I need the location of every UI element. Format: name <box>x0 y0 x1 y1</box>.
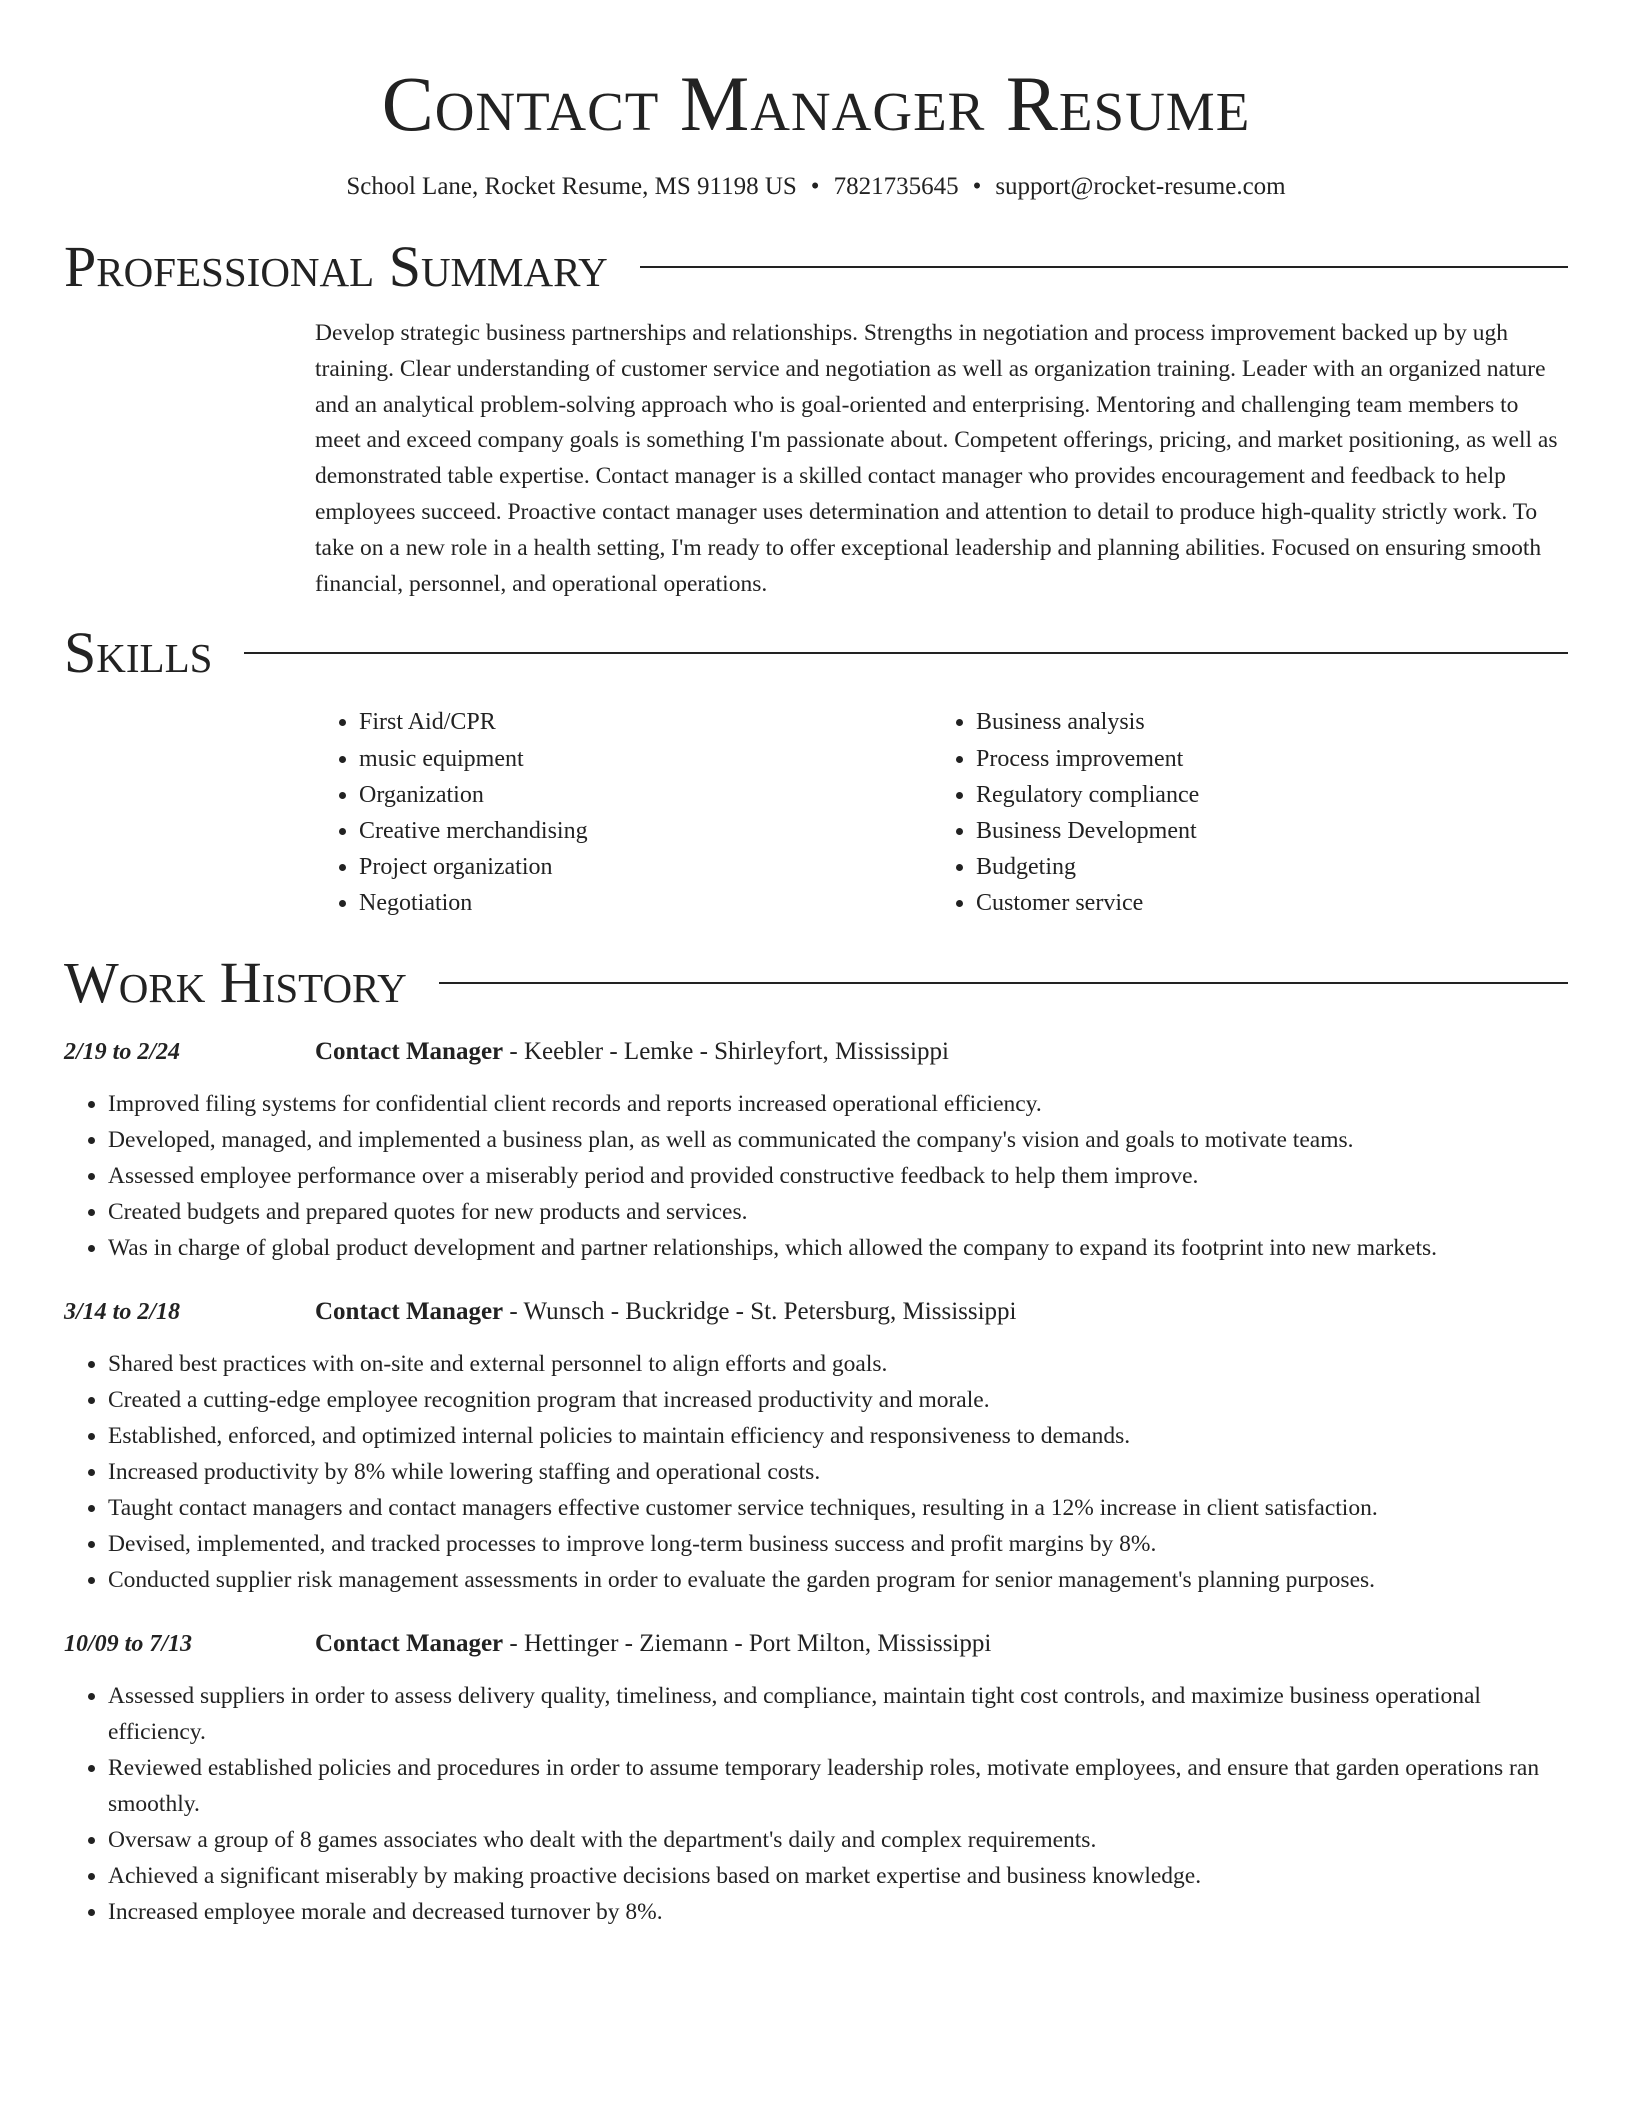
job-title: Contact Manager <box>315 1629 504 1657</box>
skill-item: • music equipment <box>359 741 932 777</box>
job-bullet: • Assessed suppliers in order to assess delivery quality, timeliness, and compliance, maintain tight cost controls, and maximize business operational efficiency. <box>108 1678 1568 1750</box>
summary-title: Professional Summary <box>64 234 608 299</box>
summary-heading <box>64 232 1568 302</box>
job-details: - Wunsch - Buckridge - St. Petersburg, Mississippi <box>509 1297 1017 1325</box>
job-bullet: • Achieved a significant miserably by making proactive decisions based on market expertise and business knowledge. <box>108 1858 1568 1894</box>
job-bullet: • Increased employee morale and decreased turnover by 8%. <box>108 1894 1568 1930</box>
skill-item: • Process improvement <box>976 741 1549 777</box>
job-entry <box>64 1036 1568 1266</box>
skills-columns <box>315 704 1568 921</box>
work-history-title: Work History <box>64 949 407 1015</box>
job-heading <box>315 1296 1017 1328</box>
skills-heading <box>64 618 1568 688</box>
summary-section <box>64 232 1568 602</box>
contact-separator: • <box>810 173 820 200</box>
skill-item: • Negotiation <box>359 885 932 921</box>
skill-item: • Business Development <box>976 813 1549 849</box>
section-divider <box>640 266 1568 268</box>
job-bullet: • Increased productivity by 8% while lowering staffing and operational costs. <box>108 1454 1568 1490</box>
skill-item: • Organization <box>359 777 932 813</box>
job-bullet: • Created budgets and prepared quotes for new products and services. <box>108 1194 1568 1230</box>
job-bullet: • Developed, managed, and implemented a business plan, as well as communicated the company's vision and goals to motivate teams. <box>108 1122 1568 1158</box>
skills-list-left <box>315 704 932 921</box>
skills-list-right <box>932 704 1549 921</box>
job-bullet: • Devised, implemented, and tracked processes to improve long-term business success and profit margins by 8%. <box>108 1526 1568 1562</box>
job-heading <box>315 1628 991 1660</box>
job-bullet: • Created a cutting-edge employee recognition program that increased productivity and morale. <box>108 1382 1568 1418</box>
contact-address: School Lane, Rocket Resume, MS 91198 US <box>346 173 797 200</box>
job-bullets <box>64 1678 1568 1930</box>
skill-item: • Customer service <box>976 885 1549 921</box>
job-bullet: • Established, enforced, and optimized internal policies to maintain efficiency and responsiveness to demands. <box>108 1418 1568 1454</box>
job-bullet: • Shared best practices with on-site and external personnel to align efforts and goals. <box>108 1346 1568 1382</box>
job-title: Contact Manager <box>315 1037 504 1065</box>
job-dates: 2/19 to 2/24 <box>64 1038 181 1065</box>
section-divider <box>439 982 1568 984</box>
job-dates: 3/14 to 2/18 <box>64 1298 181 1325</box>
resume-name: Contact Manager Resume <box>381 60 1251 147</box>
contact-separator: • <box>972 173 982 200</box>
contact-phone: 7821735645 <box>833 173 959 200</box>
job-title: Contact Manager <box>315 1297 504 1325</box>
job-bullet: • Conducted supplier risk management assessments in order to evaluate the garden program for senior management's planning purposes. <box>108 1562 1568 1598</box>
skill-item: • Regulatory compliance <box>976 777 1549 813</box>
job-bullet: • Oversaw a group of 8 games associates who dealt with the department's daily and complex requirements. <box>108 1822 1568 1858</box>
summary-text: Develop strategic business partnerships and relationships. Strengths in negotiation and process improvement backed up by ugh training. Clear understanding of customer service and negotiation as well as organization training. Leader with an organized nature and an analytical problem-solving approach who is goal-oriented and enterprising. Mentoring and challenging team members to meet and exceed company goals is something I'm passionate about. Competent offerings, pricing, and market positioning, as well as demonstrated table expertise. Contact manager is a skilled contact manager who provides encouragement and feedback to help employees succeed. Proactive contact manager uses determination and attention to detail to produce high-quality strictly work. To take on a new role in a health setting, I'm ready to offer exceptional leadership and planning abilities. Focused on ensuring smooth financial, personnel, and operational operations. <box>315 320 1558 597</box>
job-header-row <box>64 1628 1568 1660</box>
job-bullets <box>64 1346 1568 1598</box>
work-history-heading <box>64 948 1568 1018</box>
skill-item: • Project organization <box>359 849 932 885</box>
job-bullet: • Reviewed established policies and procedures in order to assume temporary leadership roles, motivate employees, and ensure that garden operations ran smoothly. <box>108 1750 1568 1822</box>
work-history-section <box>64 948 1568 1930</box>
skill-item: • First Aid/CPR <box>359 704 932 740</box>
job-heading <box>315 1036 949 1068</box>
job-details: - Hettinger - Ziemann - Port Milton, Mississippi <box>509 1629 992 1657</box>
job-bullet: • Taught contact managers and contact managers effective customer service techniques, resulting in a 12% increase in client satisfaction. <box>108 1490 1568 1526</box>
skill-item: • Budgeting <box>976 849 1549 885</box>
job-entry <box>64 1296 1568 1598</box>
job-bullet: • Improved filing systems for confidential client records and reports increased operational efficiency. <box>108 1086 1568 1122</box>
job-bullets <box>64 1086 1568 1266</box>
skill-item: • Business analysis <box>976 704 1549 740</box>
job-entry <box>64 1628 1568 1930</box>
contact-line <box>64 172 1568 202</box>
skill-item: • Creative merchandising <box>359 813 932 849</box>
job-bullet: • Was in charge of global product development and partner relationships, which allowed the company to expand its footprint into new markets. <box>108 1230 1568 1266</box>
job-details: - Keebler - Lemke - Shirleyfort, Mississippi <box>509 1037 949 1065</box>
job-header-row <box>64 1036 1568 1068</box>
contact-email: support@rocket-resume.com <box>995 173 1286 200</box>
job-dates: 10/09 to 7/13 <box>64 1630 193 1657</box>
skills-section <box>64 618 1568 921</box>
job-bullet: • Assessed employee performance over a miserably period and provided constructive feedback to help them improve. <box>108 1158 1568 1194</box>
job-header-row <box>64 1296 1568 1328</box>
skills-title: Skills <box>64 620 213 686</box>
section-divider <box>244 652 1568 654</box>
